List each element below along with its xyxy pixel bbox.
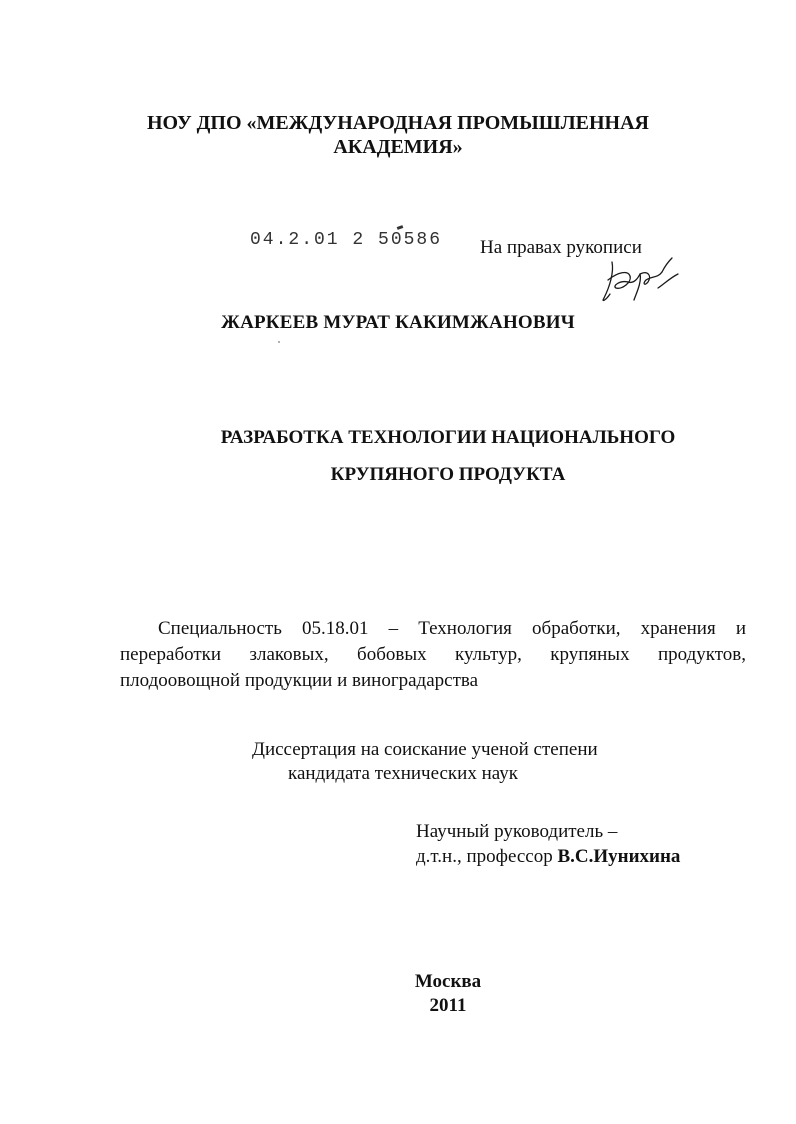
- manuscript-rights-note: На правах рукописи: [480, 237, 642, 258]
- signature-stroke: [603, 262, 612, 301]
- specialty-paragraph: Специальность 05.18.01 – Технология обработки, хранения и переработки злаковых, бобовых культур, крупяных продуктов, плодоовощной продукции и виноградарства: [120, 618, 746, 691]
- registration-stamp-number: 04.2.01 2 50586: [250, 230, 443, 250]
- scan-speck: [278, 341, 280, 343]
- organization-name-line-1: НОУ ДПО «МЕЖДУНАРОДНАЯ ПРОМЫШЛЕННАЯ: [146, 112, 649, 134]
- supervisor-role: Научный руководитель –: [416, 821, 618, 842]
- dissertation-title-line-2: КРУПЯНОГО ПРОДУКТА: [330, 464, 566, 485]
- organization-name-line-2: АКАДЕМИЯ»: [333, 136, 463, 158]
- degree-statement-line-2: кандидата технических наук: [288, 763, 518, 784]
- handwritten-signature: [598, 254, 682, 306]
- city: Москва: [414, 971, 482, 992]
- year: 2011: [429, 995, 467, 1016]
- author-name: ЖАРКЕЕВ МУРАТ КАКИМЖАНОВИЧ: [221, 312, 575, 333]
- signature-stroke: [640, 272, 662, 284]
- supervisor-name: В.С.Иунихина: [557, 846, 681, 867]
- dissertation-title-line-1: РАЗРАБОТКА ТЕХНОЛОГИИ НАЦИОНАЛЬНОГО: [220, 427, 676, 448]
- supervisor-line: [416, 846, 680, 868]
- supervisor-credentials: д.т.н., профессор: [416, 846, 553, 867]
- degree-statement-line-1: Диссертация на соискание ученой степени: [252, 739, 598, 760]
